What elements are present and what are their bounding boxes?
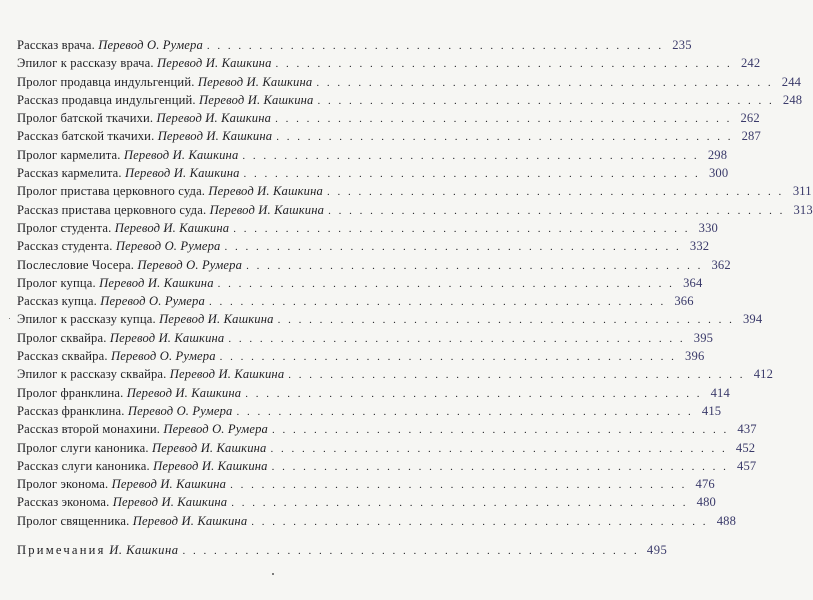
entry-title: Эпилог к рассказу врача. <box>17 56 154 71</box>
entry-translator: Перевод И. Кашкина <box>153 458 268 473</box>
dot-leader: . . . . . . . . . . . . . . . . . . . . . . . . . . . . . . . . . . . . . . . . . . . . <box>326 186 784 199</box>
toc-entry[interactable] <box>17 109 760 127</box>
toc-entry[interactable] <box>17 475 715 493</box>
entry-title: Рассказ врача. <box>17 38 95 52</box>
entry-title: Пролог франклина. <box>17 385 124 400</box>
entry-title: Рассказ продавца индульгенций. <box>17 92 196 107</box>
dot-leader: . . . . . . . . . . . . . . . . . . . . . . . . . . . . . . . . . . . . . . . . . . . . <box>231 497 688 510</box>
entry-translator: Перевод И. Кашкина <box>159 312 274 327</box>
entry-page-number: 452 <box>735 440 756 455</box>
dot-leader: . . . . . . . . . . . . . . . . . . . . . . . . . . . . . . . . . . . . . . . . . . . . <box>243 168 701 181</box>
entry-page-number: 396 <box>685 349 705 364</box>
toc-entry[interactable] <box>17 164 729 182</box>
print-speck <box>272 573 274 575</box>
entry-page-number: 242 <box>740 56 761 71</box>
toc-entry-text <box>17 237 221 255</box>
toc-entry-text <box>17 365 284 383</box>
entry-title: Пролог эконома. <box>17 477 109 492</box>
entry-translator: Перевод О. Румера <box>115 239 221 254</box>
entry-translator: Перевод О. Румера <box>110 349 216 364</box>
entry-title: Послесловие Чосера. <box>17 257 135 272</box>
entry-translator: Перевод И. Кашкина <box>198 92 314 107</box>
dot-leader: . . . . . . . . . . . . . . . . . . . . . . . . . . . . . . . . . . . . . . . . . . . . <box>230 479 687 492</box>
entry-translator: Перевод О. Румера <box>98 38 203 52</box>
dot-leader: . . . . . . . . . . . . . . . . . . . . . . . . . . . . . . . . . . . . . . . . . . . . <box>242 149 700 162</box>
toc-entry-text <box>17 541 179 559</box>
toc-entry[interactable] <box>17 329 714 347</box>
entry-title: Эпилог к рассказу купца. <box>17 312 156 327</box>
entry-translator: Перевод И. Кашкина <box>209 202 325 217</box>
entry-translator: Перевод И. Кашкина <box>99 275 214 290</box>
dot-leader: . . . . . . . . . . . . . . . . . . . . . . . . . . . . . . . . . . . . . . . . . . . . <box>206 40 664 52</box>
toc-entry[interactable] <box>17 36 692 54</box>
entry-title: Рассказ пристава церковного суда. <box>17 202 207 217</box>
toc-entry-text <box>17 127 272 145</box>
toc-entry[interactable] <box>17 457 757 475</box>
entry-page-number: 364 <box>683 275 703 290</box>
toc-entry[interactable] <box>17 146 728 164</box>
entry-page-number: 313 <box>793 202 813 217</box>
entry-title: Рассказ батской ткачихи. <box>17 129 155 144</box>
toc-entry-text <box>17 146 238 164</box>
entry-title: Рассказ эконома. <box>17 495 110 510</box>
dot-leader: . . . . . . . . . . . . . . . . . . . . . . . . . . . . . . . . . . . . . . . . . . . . <box>275 58 733 71</box>
entry-title: Пролог батской ткачихи. <box>17 111 154 126</box>
toc-entry[interactable] <box>17 274 703 292</box>
dot-leader: . . . . . . . . . . . . . . . . . . . . . . . . . . . . . . . . . . . . . . . . . . . . <box>228 332 686 345</box>
entry-translator: Перевод О. Румера <box>100 294 205 309</box>
dot-leader: . . . . . . . . . . . . . . . . . . . . . . . . . . . . . . . . . . . . . . . . . . . . <box>245 387 702 400</box>
entry-page-number: 476 <box>695 477 715 492</box>
toc-entry[interactable] <box>17 91 803 109</box>
toc-entry-text <box>17 402 233 420</box>
entry-page-number: 394 <box>742 312 763 327</box>
toc-entry[interactable] <box>17 420 757 438</box>
table-of-contents <box>17 36 813 559</box>
entry-page-number: 488 <box>716 513 737 528</box>
entry-page-number: 362 <box>711 257 731 272</box>
entry-title: Пролог продавца индульгенций. <box>17 74 195 89</box>
toc-entry[interactable] <box>17 365 774 383</box>
toc-entry[interactable] <box>17 310 763 328</box>
entry-page-number: 457 <box>737 458 757 473</box>
entry-title: Пролог кармелита. <box>17 147 121 162</box>
entry-page-number: 480 <box>696 495 716 510</box>
toc-entry[interactable] <box>17 219 718 237</box>
toc-entry-text <box>17 384 241 402</box>
dot-leader: . . . . . . . . . . . . . . . . . . . . . . . . . . . . . . . . . . . . . . . . . . . . <box>275 113 732 126</box>
entry-page-number: 248 <box>782 92 803 107</box>
entry-translator: Перевод О. Румера <box>137 257 243 272</box>
toc-entry-text <box>17 73 312 91</box>
entry-title: Рассказ кармелита. <box>17 166 122 181</box>
toc-entry-text <box>17 201 324 219</box>
entry-translator: Перевод И. Кашкина <box>156 111 272 126</box>
entry-translator: Перевод И. Кашкина <box>151 440 267 455</box>
entry-page-number: 287 <box>741 129 761 144</box>
toc-entry[interactable] <box>17 73 802 91</box>
dot-leader: . . . . . . . . . . . . . . . . . . . . . . . . . . . . . . . . . . . . . . . . . . . . <box>276 131 733 144</box>
dot-leader: . . . . . . . . . . . . . . . . . . . . . . . . . . . . . . . . . . . . . . . . . . . . <box>182 545 640 558</box>
toc-entry-text <box>17 512 247 530</box>
toc-entry-text <box>17 292 205 310</box>
entry-page-number: 395 <box>693 330 714 345</box>
entry-page-number: 366 <box>674 294 694 309</box>
toc-entry[interactable] <box>17 493 716 511</box>
entry-translator: Перевод И. Кашкина <box>111 477 227 492</box>
entry-page-number: 495 <box>646 543 668 558</box>
entry-translator: Перевод И. Кашкина <box>197 74 313 89</box>
dot-leader: . . . . . . . . . . . . . . . . . . . . . . . . . . . . . . . . . . . . . . . . . . . . <box>224 241 682 254</box>
dot-leader: . . . . . . . . . . . . . . . . . . . . . . . . . . . . . . . . . . . . . . . . . . . . <box>277 314 735 327</box>
entry-translator: Перевод И. Кашкина <box>157 56 272 71</box>
toc-entry[interactable] <box>17 402 722 420</box>
entry-translator: Перевод И. Кашкина <box>132 513 248 528</box>
toc-entry-text <box>17 457 268 475</box>
dot-leader: . . . . . . . . . . . . . . . . . . . . . . . . . . . . . . . . . . . . . . . . . . . . <box>236 405 694 418</box>
entry-title: Пролог слуги каноника. <box>17 440 149 455</box>
toc-entry[interactable] <box>17 201 813 219</box>
entry-translator: Перевод И. Кашкина <box>112 495 228 510</box>
entry-title: Рассказ студента. <box>17 239 113 254</box>
dot-leader: . . . . . . . . . . . . . . . . . . . . . . . . . . . . . . . . . . . . . . . . . . . . <box>288 369 746 382</box>
toc-entry-text <box>17 182 323 200</box>
entry-translator: Перевод О. Румера <box>127 403 233 418</box>
toc-entry-text <box>17 439 266 457</box>
entry-page-number: 412 <box>753 367 774 382</box>
toc-entry-text <box>17 493 227 511</box>
dot-leader: . . . . . . . . . . . . . . . . . . . . . . . . . . . . . . . . . . . . . . . . . . . . <box>317 94 775 107</box>
toc-entry[interactable] <box>17 292 694 310</box>
entry-title: Пролог пристава церковного суда. <box>17 184 206 199</box>
toc-entry-text <box>17 329 224 347</box>
entry-translator: Перевод И. Кашкина <box>114 220 230 235</box>
entry-title: Рассказ франклина. <box>17 403 125 418</box>
entry-page-number: 437 <box>737 422 757 437</box>
entry-translator: Перевод И. Кашкина <box>123 147 239 162</box>
toc-entry-text <box>17 274 214 292</box>
entry-title: Примечания <box>17 543 106 558</box>
entry-translator: Перевод И. Кашкина <box>125 166 240 181</box>
toc-entry[interactable] <box>17 347 705 365</box>
toc-entry[interactable] <box>17 384 730 402</box>
dot-leader: . . . . . . . . . . . . . . . . . . . . . . . . . . . . . . . . . . . . . . . . . . . . <box>328 204 785 217</box>
entry-page-number: 300 <box>708 166 729 181</box>
entry-translator: Перевод И. Кашкина <box>208 184 323 199</box>
toc-entry-text <box>17 475 226 493</box>
entry-translator: Перевод И. Кашкина <box>126 385 242 400</box>
dot-leader: . . . . . . . . . . . . . . . . . . . . . . . . . . . . . . . . . . . . . . . . . . . . <box>246 259 703 272</box>
toc-entry-text <box>17 109 271 127</box>
entry-title: Пролог купца. <box>17 275 96 290</box>
toc-entry-text <box>17 420 268 438</box>
toc-entry-text <box>17 36 203 54</box>
entry-title: Пролог сквайра. <box>17 330 107 345</box>
dot-leader: . . . . . . . . . . . . . . . . . . . . . . . . . . . . . . . . . . . . . . . . . . . . <box>316 76 774 89</box>
entry-page-number: 332 <box>689 239 710 254</box>
toc-entry[interactable] <box>17 54 761 72</box>
entry-title: Эпилог к рассказу сквайра. <box>17 367 167 382</box>
entry-page-number: 235 <box>672 38 692 52</box>
entry-translator: Перевод И. Кашкина <box>169 367 285 382</box>
toc-entry[interactable] <box>17 237 710 255</box>
toc-entry-text <box>17 256 242 274</box>
entry-translator: Перевод И. Кашкина <box>157 129 273 144</box>
entry-title: Рассказ слуги каноника. <box>17 458 150 473</box>
dot-leader: . . . . . . . . . . . . . . . . . . . . . . . . . . . . . . . . . . . . . . . . . . . . <box>217 277 675 290</box>
entry-page-number: 244 <box>781 74 802 89</box>
toc-entry[interactable] <box>17 439 756 457</box>
dot-leader: . . . . . . . . . . . . . . . . . . . . . . . . . . . . . . . . . . . . . . . . . . . . <box>272 424 729 437</box>
toc-entry[interactable] <box>17 127 761 145</box>
toc-entry-text <box>17 91 314 109</box>
entry-page-number: 415 <box>701 403 722 418</box>
entry-translator: Перевод О. Румера <box>163 422 268 437</box>
toc-entry-text <box>17 54 272 72</box>
toc-entry-text <box>17 219 229 237</box>
toc-entry-text <box>17 164 240 182</box>
print-speck <box>9 318 10 319</box>
entry-title: Пролог священника. <box>17 513 130 528</box>
dot-leader: . . . . . . . . . . . . . . . . . . . . . . . . . . . . . . . . . . . . . . . . . . . . <box>219 351 677 364</box>
dot-leader: . . . . . . . . . . . . . . . . . . . . . . . . . . . . . . . . . . . . . . . . . . . . <box>208 296 666 309</box>
entry-page-number: 414 <box>710 385 730 400</box>
dot-leader: . . . . . . . . . . . . . . . . . . . . . . . . . . . . . . . . . . . . . . . . . . . . <box>251 515 709 528</box>
entry-title: Пролог студента. <box>17 220 112 235</box>
entry-page-number: 298 <box>707 147 728 162</box>
dot-leader: . . . . . . . . . . . . . . . . . . . . . . . . . . . . . . . . . . . . . . . . . . . . <box>233 222 690 235</box>
dot-leader: . . . . . . . . . . . . . . . . . . . . . . . . . . . . . . . . . . . . . . . . . . . . <box>271 460 729 473</box>
entry-translator: И. Кашкина <box>109 543 179 558</box>
toc-entry-text <box>17 310 274 328</box>
entry-title: Рассказ второй монахини. <box>17 422 161 437</box>
toc-entry-text <box>17 347 216 365</box>
entry-title: Рассказ сквайра. <box>17 349 108 364</box>
toc-entry[interactable] <box>17 512 737 530</box>
toc-entry[interactable] <box>17 182 812 200</box>
toc-entry-notes[interactable] <box>17 541 668 559</box>
entry-translator: Перевод И. Кашкина <box>109 330 225 345</box>
entry-page-number: 330 <box>698 220 718 235</box>
dot-leader: . . . . . . . . . . . . . . . . . . . . . . . . . . . . . . . . . . . . . . . . . . . . <box>270 442 728 455</box>
entry-page-number: 311 <box>792 184 812 199</box>
toc-entry[interactable] <box>17 256 731 274</box>
entry-title: Рассказ купца. <box>17 294 97 309</box>
entry-page-number: 262 <box>740 111 760 126</box>
